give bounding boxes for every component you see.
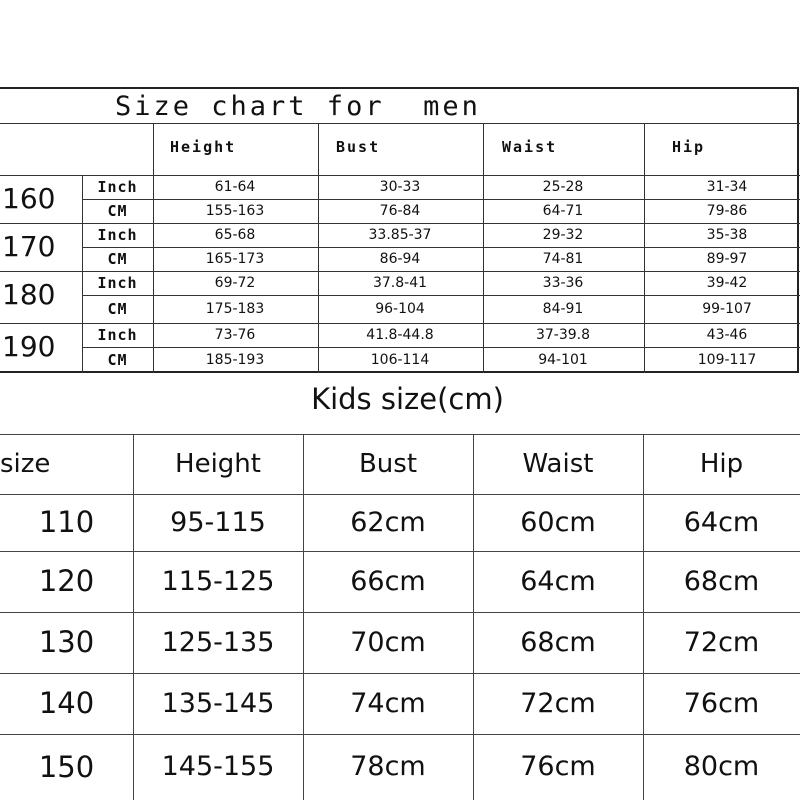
kids-header-hip: Hip: [699, 449, 744, 479]
men-value-cell: 69-72: [214, 275, 256, 291]
men-value-cell: 96-104: [375, 301, 425, 317]
kids-size-label: 130: [38, 625, 95, 659]
men-value-cell: 109-117: [697, 352, 757, 368]
kids-header-height: Height: [175, 449, 261, 479]
kids-value-cell: 95-115: [170, 507, 266, 538]
men-size-label: 180: [2, 278, 56, 311]
men-value-cell: 84-91: [542, 301, 584, 317]
men-unit-label: Inch: [97, 178, 138, 196]
kids-value-cell: 68cm: [683, 566, 760, 597]
men-size-label: 190: [2, 330, 56, 363]
men-col-divider: [153, 123, 154, 373]
men-unit-label: Inch: [97, 326, 138, 344]
men-value-cell: 30-33: [379, 179, 421, 195]
men-value-cell: 29-32: [542, 227, 584, 243]
men-value-cell: 106-114: [370, 352, 430, 368]
men-unit-label: Inch: [97, 226, 138, 244]
men-chart-title: Size chart for men: [115, 91, 481, 122]
men-unit-label: CM: [107, 351, 128, 369]
kids-value-cell: 62cm: [350, 507, 426, 538]
kids-size-label: 120: [38, 564, 95, 598]
men-value-cell: 37-39.8: [535, 327, 591, 343]
men-value-cell: 64-71: [542, 203, 584, 219]
kids-value-cell: 135-145: [161, 688, 275, 719]
kids-value-cell: 64cm: [683, 507, 760, 538]
men-value-cell: 33-36: [542, 275, 584, 291]
kids-size-chart: [0, 434, 800, 800]
kids-value-cell: 76cm: [520, 751, 596, 782]
men-header-waist: Waist: [502, 138, 558, 156]
men-value-cell: 39-42: [706, 275, 748, 291]
men-value-cell: 165-173: [205, 251, 265, 267]
men-value-cell: 94-101: [538, 352, 588, 368]
kids-value-cell: 145-155: [161, 751, 275, 782]
kids-header-bust: Bust: [358, 449, 418, 479]
men-value-cell: 79-86: [706, 203, 748, 219]
men-unit-label: CM: [107, 202, 128, 220]
men-unit-label: CM: [107, 300, 128, 318]
kids-value-cell: 115-125: [161, 566, 275, 597]
men-unit-label: Inch: [97, 274, 138, 292]
kids-value-cell: 68cm: [520, 627, 596, 658]
kids-header-waist: Waist: [522, 449, 594, 479]
men-value-cell: 41.8-44.8: [366, 327, 434, 343]
kids-value-cell: 74cm: [350, 688, 426, 719]
men-value-cell: 31-34: [706, 179, 748, 195]
men-value-cell: 99-107: [702, 301, 752, 317]
kids-value-cell: 70cm: [350, 627, 426, 658]
men-value-cell: 33.85-37: [368, 227, 432, 243]
men-value-cell: 65-68: [214, 227, 256, 243]
men-value-cell: 35-38: [706, 227, 748, 243]
men-size-label: 170: [2, 230, 56, 263]
men-col-divider: [318, 123, 319, 373]
kids-value-cell: 60cm: [520, 507, 596, 538]
men-value-cell: 76-84: [379, 203, 421, 219]
men-value-cell: 86-94: [379, 251, 421, 267]
men-value-cell: 61-64: [214, 179, 256, 195]
men-col-divider: [644, 123, 645, 373]
kids-size-label: 150: [38, 750, 95, 784]
men-header-bust: Bust: [336, 138, 381, 156]
men-value-cell: 155-163: [205, 203, 265, 219]
men-value-cell: 37.8-41: [372, 275, 428, 291]
kids-value-cell: 66cm: [350, 566, 426, 597]
men-value-cell: 74-81: [542, 251, 584, 267]
kids-chart-title: Kids size(cm): [311, 382, 504, 416]
kids-size-label: 140: [38, 686, 95, 720]
kids-value-cell: 78cm: [350, 751, 426, 782]
men-header-height: Height: [170, 138, 237, 156]
kids-value-cell: 72cm: [683, 627, 760, 658]
men-size-label: 160: [2, 182, 56, 215]
kids-value-cell: 125-135: [161, 627, 275, 658]
men-value-cell: 73-76: [214, 327, 256, 343]
men-unit-label: CM: [107, 250, 128, 268]
men-title-divider: [0, 123, 800, 124]
kids-value-cell: 76cm: [683, 688, 760, 719]
men-value-cell: 185-193: [205, 352, 265, 368]
kids-value-cell: 64cm: [520, 566, 596, 597]
men-value-cell: 25-28: [542, 179, 584, 195]
kids-header-size: size: [0, 449, 51, 479]
kids-value-cell: 72cm: [520, 688, 596, 719]
kids-value-cell: 80cm: [683, 751, 760, 782]
men-value-cell: 89-97: [706, 251, 748, 267]
kids-size-label: 110: [38, 505, 95, 539]
men-value-cell: 175-183: [205, 301, 265, 317]
men-header-hip: Hip: [672, 138, 706, 156]
men-size-chart: [0, 87, 800, 373]
men-value-cell: 43-46: [706, 327, 748, 343]
